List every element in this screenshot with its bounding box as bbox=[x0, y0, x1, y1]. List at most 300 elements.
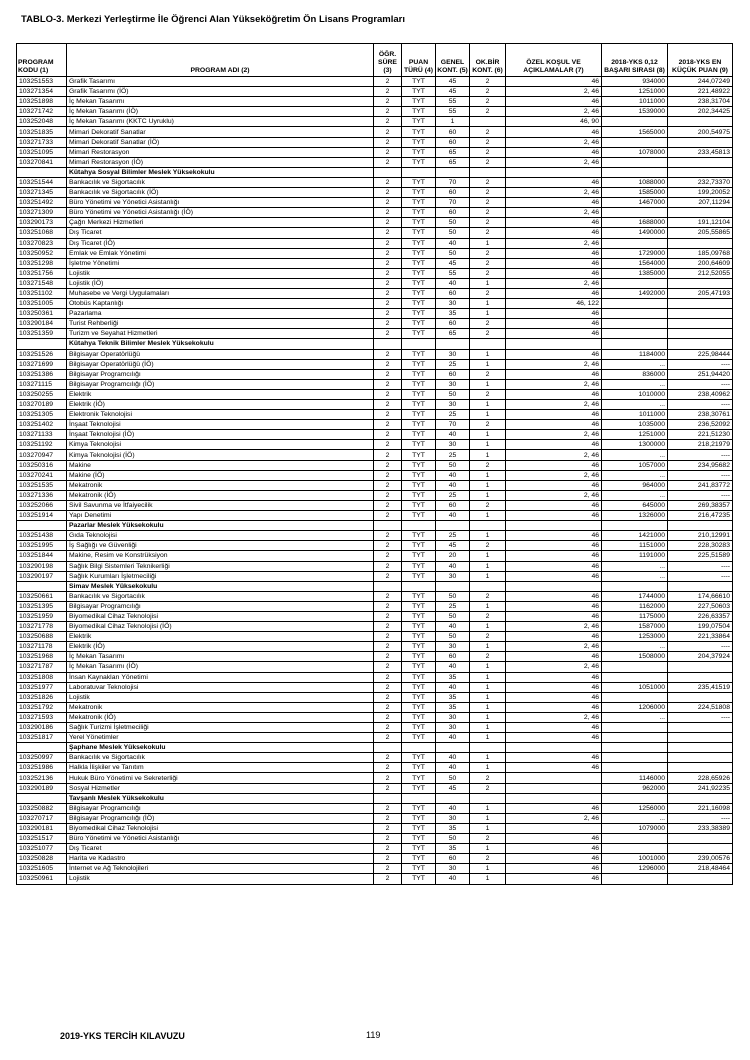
cell-program-code: 103271778 bbox=[17, 622, 67, 632]
cell-duration: 2 bbox=[374, 551, 402, 561]
cell-general-quota: 25 bbox=[436, 531, 470, 541]
cell-min-score: ---- bbox=[668, 561, 733, 571]
section-empty-cell bbox=[470, 793, 506, 803]
section-empty-cell bbox=[506, 167, 602, 177]
cell-success-rank: 1492000 bbox=[602, 288, 668, 298]
cell-top-student-quota: 1 bbox=[470, 723, 506, 733]
cell-program-code: 103251792 bbox=[17, 702, 67, 712]
cell-min-score: ---- bbox=[668, 712, 733, 722]
section-title: Simav Meslek Yüksekokulu bbox=[67, 581, 374, 591]
cell-top-student-quota: 2 bbox=[470, 329, 506, 339]
cell-top-student-quota: 2 bbox=[470, 127, 506, 137]
cell-general-quota: 30 bbox=[436, 712, 470, 722]
cell-program-code: 103250997 bbox=[17, 753, 67, 763]
section-empty-cell bbox=[602, 743, 668, 753]
cell-special-conditions: 46 bbox=[506, 834, 602, 844]
cell-special-conditions: 46 bbox=[506, 147, 602, 157]
cell-program-code: 103290173 bbox=[17, 218, 67, 228]
cell-min-score bbox=[668, 137, 733, 147]
cell-program-code: 103251359 bbox=[17, 329, 67, 339]
cell-top-student-quota: 1 bbox=[470, 662, 506, 672]
cell-score-type: TYT bbox=[402, 460, 436, 470]
cell-top-student-quota: 2 bbox=[470, 541, 506, 551]
section-empty-cell bbox=[470, 167, 506, 177]
cell-top-student-quota: 2 bbox=[470, 288, 506, 298]
cell-top-student-quota: 2 bbox=[470, 218, 506, 228]
section-empty-cell bbox=[17, 167, 67, 177]
cell-special-conditions: 2, 46 bbox=[506, 450, 602, 460]
cell-success-rank bbox=[602, 117, 668, 127]
section-empty-cell bbox=[374, 743, 402, 753]
cell-score-type: TYT bbox=[402, 652, 436, 662]
cell-duration: 2 bbox=[374, 359, 402, 369]
cell-special-conditions bbox=[506, 773, 602, 783]
cell-min-score: ---- bbox=[668, 400, 733, 410]
section-empty-cell bbox=[17, 339, 67, 349]
table-row bbox=[17, 248, 733, 258]
cell-duration: 2 bbox=[374, 531, 402, 541]
cell-duration: 2 bbox=[374, 632, 402, 642]
cell-program-code: 103290184 bbox=[17, 319, 67, 329]
cell-score-type: TYT bbox=[402, 379, 436, 389]
cell-score-type: TYT bbox=[402, 349, 436, 359]
cell-program-name: Sosyal Hizmetler bbox=[67, 783, 374, 793]
cell-general-quota: 35 bbox=[436, 823, 470, 833]
table-row bbox=[17, 561, 733, 571]
cell-program-name: Bilgisayar Programcılığı bbox=[67, 601, 374, 611]
cell-duration: 2 bbox=[374, 400, 402, 410]
header-program-code: PROGRAM KODU (1) bbox=[17, 44, 67, 77]
cell-program-name: Bilgisayar Operatörlüğü (İÖ) bbox=[67, 359, 374, 369]
cell-success-rank: 1251000 bbox=[602, 430, 668, 440]
cell-min-score: 241,83772 bbox=[668, 480, 733, 490]
cell-program-code: 103251995 bbox=[17, 541, 67, 551]
cell-success-rank: 962000 bbox=[602, 783, 668, 793]
table-row bbox=[17, 490, 733, 500]
section-empty-cell bbox=[602, 521, 668, 531]
cell-duration: 2 bbox=[374, 864, 402, 874]
cell-success-rank: 1010000 bbox=[602, 389, 668, 399]
cell-program-code: 103271309 bbox=[17, 208, 67, 218]
cell-top-student-quota: 1 bbox=[470, 410, 506, 420]
cell-special-conditions: 46 bbox=[506, 228, 602, 238]
cell-min-score: 238,31704 bbox=[668, 97, 733, 107]
cell-special-conditions: 46 bbox=[506, 248, 602, 258]
cell-min-score: 235,41519 bbox=[668, 682, 733, 692]
cell-program-code: 103290186 bbox=[17, 723, 67, 733]
cell-min-score: 204,37924 bbox=[668, 652, 733, 662]
cell-min-score: 232,73370 bbox=[668, 177, 733, 187]
cell-program-name: Yapı Denetimi bbox=[67, 511, 374, 521]
cell-score-type: TYT bbox=[402, 278, 436, 288]
header-success-rank: 2018-YKS 0,12 BAŞARI SIRASI (8) bbox=[602, 44, 668, 77]
cell-top-student-quota: 1 bbox=[470, 823, 506, 833]
cell-top-student-quota: 1 bbox=[470, 803, 506, 813]
cell-special-conditions: 46 bbox=[506, 319, 602, 329]
cell-top-student-quota: 1 bbox=[470, 440, 506, 450]
cell-min-score: 212,52055 bbox=[668, 268, 733, 278]
cell-top-student-quota: 1 bbox=[470, 763, 506, 773]
cell-duration: 2 bbox=[374, 188, 402, 198]
cell-program-name: Bankacılık ve Sigortacılık (İÖ) bbox=[67, 188, 374, 198]
cell-program-name: Bilgisayar Programcılığı bbox=[67, 369, 374, 379]
section-title: Pazarlar Meslek Yüksekokulu bbox=[67, 521, 374, 531]
cell-program-name: Grafik Tasarımı bbox=[67, 77, 374, 87]
cell-special-conditions: 46 bbox=[506, 571, 602, 581]
table-row bbox=[17, 228, 733, 238]
cell-program-code: 103252066 bbox=[17, 500, 67, 510]
cell-program-name: Mekatronik bbox=[67, 480, 374, 490]
table-row bbox=[17, 591, 733, 601]
cell-success-rank: ... bbox=[602, 359, 668, 369]
header-min-score: 2018-YKS EN KÜÇÜK PUAN (9) bbox=[668, 44, 733, 77]
cell-top-student-quota: 2 bbox=[470, 177, 506, 187]
cell-top-student-quota: 1 bbox=[470, 278, 506, 288]
cell-duration: 2 bbox=[374, 369, 402, 379]
cell-success-rank bbox=[602, 834, 668, 844]
section-empty-cell bbox=[668, 521, 733, 531]
cell-score-type: TYT bbox=[402, 359, 436, 369]
cell-success-rank bbox=[602, 157, 668, 167]
cell-success-rank: 1206000 bbox=[602, 702, 668, 712]
cell-program-name: Turizm ve Seyahat Hizmetleri bbox=[67, 329, 374, 339]
cell-success-rank: 1146000 bbox=[602, 773, 668, 783]
cell-program-name: Halkla İlişkiler ve Tanıtım bbox=[67, 763, 374, 773]
cell-special-conditions: 2, 46 bbox=[506, 470, 602, 480]
cell-min-score: 236,52092 bbox=[668, 420, 733, 430]
cell-general-quota: 60 bbox=[436, 288, 470, 298]
section-title: Tavşanlı Meslek Yüksekokulu bbox=[67, 793, 374, 803]
cell-general-quota: 30 bbox=[436, 349, 470, 359]
table-row bbox=[17, 97, 733, 107]
cell-success-rank: ... bbox=[602, 450, 668, 460]
cell-top-student-quota: 1 bbox=[470, 712, 506, 722]
cell-program-code: 103250661 bbox=[17, 591, 67, 601]
programs-table bbox=[16, 43, 733, 885]
cell-min-score bbox=[668, 753, 733, 763]
cell-score-type: TYT bbox=[402, 127, 436, 137]
section-title: Kütahya Sosyal Bilimler Meslek Yüksekokulu bbox=[67, 167, 374, 177]
cell-program-code: 103251544 bbox=[17, 177, 67, 187]
cell-top-student-quota: 1 bbox=[470, 470, 506, 480]
cell-top-student-quota: 2 bbox=[470, 147, 506, 157]
cell-duration: 2 bbox=[374, 208, 402, 218]
cell-duration: 2 bbox=[374, 288, 402, 298]
cell-min-score bbox=[668, 733, 733, 743]
cell-score-type: TYT bbox=[402, 864, 436, 874]
section-empty-cell bbox=[668, 793, 733, 803]
cell-program-code: 103251386 bbox=[17, 369, 67, 379]
table-row bbox=[17, 400, 733, 410]
cell-top-student-quota: 2 bbox=[470, 248, 506, 258]
cell-special-conditions: 46 bbox=[506, 531, 602, 541]
cell-score-type: TYT bbox=[402, 541, 436, 551]
cell-top-student-quota: 1 bbox=[470, 622, 506, 632]
cell-score-type: TYT bbox=[402, 874, 436, 884]
table-row bbox=[17, 702, 733, 712]
table-row bbox=[17, 511, 733, 521]
cell-program-name: Elektrik (İÖ) bbox=[67, 400, 374, 410]
cell-min-score: 218,48464 bbox=[668, 864, 733, 874]
cell-top-student-quota: 1 bbox=[470, 551, 506, 561]
table-row bbox=[17, 672, 733, 682]
cell-duration: 2 bbox=[374, 228, 402, 238]
cell-program-name: Dış Ticaret bbox=[67, 844, 374, 854]
cell-program-name: İç Mekan Tasarımı (İÖ) bbox=[67, 662, 374, 672]
cell-score-type: TYT bbox=[402, 834, 436, 844]
cell-program-name: Büro Yönetimi ve Yönetici Asistanlığı bbox=[67, 198, 374, 208]
cell-score-type: TYT bbox=[402, 753, 436, 763]
cell-program-code: 103251102 bbox=[17, 288, 67, 298]
cell-general-quota: 25 bbox=[436, 490, 470, 500]
cell-general-quota: 30 bbox=[436, 723, 470, 733]
cell-program-name: Büro Yönetimi ve Yönetici Asistanlığı (İÖ) bbox=[67, 208, 374, 218]
cell-program-code: 103251756 bbox=[17, 268, 67, 278]
cell-success-rank: 1162000 bbox=[602, 601, 668, 611]
cell-duration: 2 bbox=[374, 823, 402, 833]
cell-min-score: ---- bbox=[668, 571, 733, 581]
cell-min-score bbox=[668, 672, 733, 682]
cell-success-rank: 1079000 bbox=[602, 823, 668, 833]
cell-duration: 2 bbox=[374, 470, 402, 480]
cell-score-type: TYT bbox=[402, 712, 436, 722]
cell-score-type: TYT bbox=[402, 622, 436, 632]
section-empty-cell bbox=[436, 167, 470, 177]
section-empty-cell bbox=[402, 167, 436, 177]
cell-program-name: Bankacılık ve Sigortacılık bbox=[67, 177, 374, 187]
cell-score-type: TYT bbox=[402, 783, 436, 793]
cell-duration: 2 bbox=[374, 77, 402, 87]
section-empty-cell bbox=[602, 793, 668, 803]
cell-program-code: 103251535 bbox=[17, 480, 67, 490]
cell-top-student-quota: 2 bbox=[470, 87, 506, 97]
cell-special-conditions: 46 bbox=[506, 854, 602, 864]
cell-success-rank bbox=[602, 319, 668, 329]
cell-duration: 2 bbox=[374, 682, 402, 692]
cell-program-code: 103251898 bbox=[17, 97, 67, 107]
cell-top-student-quota: 2 bbox=[470, 97, 506, 107]
cell-program-name: Makine bbox=[67, 460, 374, 470]
cell-top-student-quota: 1 bbox=[470, 531, 506, 541]
cell-program-name: Mimari Restorasyon (İÖ) bbox=[67, 157, 374, 167]
section-empty-cell bbox=[17, 793, 67, 803]
section-empty-cell bbox=[17, 521, 67, 531]
cell-min-score: 244,07249 bbox=[668, 77, 733, 87]
page-title: TABLO-3. Merkezi Yerleştirme İle Öğrenci Alan Yükseköğretim Ön Lisans Programları bbox=[21, 14, 406, 25]
cell-score-type: TYT bbox=[402, 723, 436, 733]
cell-top-student-quota: 1 bbox=[470, 702, 506, 712]
cell-score-type: TYT bbox=[402, 430, 436, 440]
cell-special-conditions: 2, 46 bbox=[506, 107, 602, 117]
cell-success-rank: 1151000 bbox=[602, 541, 668, 551]
cell-program-name: İşletme Yönetimi bbox=[67, 258, 374, 268]
cell-special-conditions: 46 bbox=[506, 127, 602, 137]
cell-top-student-quota: 1 bbox=[470, 844, 506, 854]
cell-min-score bbox=[668, 662, 733, 672]
cell-score-type: TYT bbox=[402, 420, 436, 430]
cell-duration: 2 bbox=[374, 541, 402, 551]
cell-success-rank: 1508000 bbox=[602, 652, 668, 662]
cell-score-type: TYT bbox=[402, 157, 436, 167]
cell-duration: 2 bbox=[374, 490, 402, 500]
cell-success-rank: 1078000 bbox=[602, 147, 668, 157]
cell-general-quota: 55 bbox=[436, 97, 470, 107]
section-empty-cell bbox=[17, 743, 67, 753]
cell-score-type: TYT bbox=[402, 611, 436, 621]
cell-program-code: 103251438 bbox=[17, 531, 67, 541]
cell-program-name: Bilgisayar Programcılığı bbox=[67, 803, 374, 813]
cell-program-name: Gıda Teknolojisi bbox=[67, 531, 374, 541]
cell-general-quota: 70 bbox=[436, 420, 470, 430]
cell-duration: 2 bbox=[374, 844, 402, 854]
cell-program-code: 103270947 bbox=[17, 450, 67, 460]
table-row bbox=[17, 854, 733, 864]
cell-success-rank: 1565000 bbox=[602, 127, 668, 137]
cell-min-score: 238,30761 bbox=[668, 410, 733, 420]
cell-min-score: 199,20052 bbox=[668, 188, 733, 198]
cell-program-code: 103270241 bbox=[17, 470, 67, 480]
cell-duration: 2 bbox=[374, 420, 402, 430]
cell-program-name: İç Mekan Tasarımı (İÖ) bbox=[67, 107, 374, 117]
cell-success-rank: ... bbox=[602, 561, 668, 571]
cell-success-rank: 1251000 bbox=[602, 87, 668, 97]
cell-special-conditions: 2, 46 bbox=[506, 238, 602, 248]
cell-duration: 2 bbox=[374, 692, 402, 702]
cell-special-conditions: 46, 90 bbox=[506, 117, 602, 127]
cell-general-quota: 65 bbox=[436, 147, 470, 157]
section-empty-cell bbox=[506, 743, 602, 753]
cell-top-student-quota: 1 bbox=[470, 601, 506, 611]
cell-special-conditions bbox=[506, 823, 602, 833]
cell-top-student-quota: 2 bbox=[470, 632, 506, 642]
cell-min-score: 216,47235 bbox=[668, 511, 733, 521]
cell-duration: 2 bbox=[374, 511, 402, 521]
cell-special-conditions: 2, 46 bbox=[506, 622, 602, 632]
cell-min-score bbox=[668, 238, 733, 248]
cell-general-quota: 35 bbox=[436, 672, 470, 682]
cell-top-student-quota: 1 bbox=[470, 642, 506, 652]
cell-program-name: Elektrik bbox=[67, 389, 374, 399]
cell-duration: 2 bbox=[374, 268, 402, 278]
cell-success-rank: 1300000 bbox=[602, 440, 668, 450]
cell-special-conditions: 46 bbox=[506, 218, 602, 228]
cell-success-rank: 1539000 bbox=[602, 107, 668, 117]
cell-min-score: 239,00576 bbox=[668, 854, 733, 864]
section-empty-cell bbox=[436, 743, 470, 753]
section-header-row bbox=[17, 793, 733, 803]
cell-special-conditions: 2, 46 bbox=[506, 359, 602, 369]
cell-special-conditions: 2, 46 bbox=[506, 208, 602, 218]
cell-score-type: TYT bbox=[402, 692, 436, 702]
cell-duration: 2 bbox=[374, 248, 402, 258]
cell-duration: 2 bbox=[374, 450, 402, 460]
cell-duration: 2 bbox=[374, 611, 402, 621]
section-empty-cell bbox=[506, 793, 602, 803]
cell-score-type: TYT bbox=[402, 470, 436, 480]
table-row bbox=[17, 864, 733, 874]
section-title: Şaphane Meslek Yüksekokulu bbox=[67, 743, 374, 753]
cell-min-score: 205,47193 bbox=[668, 288, 733, 298]
cell-success-rank: ... bbox=[602, 379, 668, 389]
cell-score-type: TYT bbox=[402, 258, 436, 268]
cell-top-student-quota: 1 bbox=[470, 379, 506, 389]
cell-success-rank bbox=[602, 278, 668, 288]
cell-program-name: Bilgisayar Programcılığı (İÖ) bbox=[67, 379, 374, 389]
cell-score-type: TYT bbox=[402, 309, 436, 319]
cell-min-score: ---- bbox=[668, 450, 733, 460]
cell-top-student-quota: 2 bbox=[470, 107, 506, 117]
section-empty-cell bbox=[470, 743, 506, 753]
cell-success-rank: ... bbox=[602, 490, 668, 500]
cell-program-code: 103290181 bbox=[17, 823, 67, 833]
cell-special-conditions: 2, 46 bbox=[506, 137, 602, 147]
cell-duration: 2 bbox=[374, 622, 402, 632]
cell-score-type: TYT bbox=[402, 490, 436, 500]
cell-top-student-quota bbox=[470, 117, 506, 127]
cell-special-conditions: 46 bbox=[506, 874, 602, 884]
table-header-row bbox=[17, 44, 733, 77]
cell-success-rank: ... bbox=[602, 813, 668, 823]
cell-top-student-quota: 1 bbox=[470, 571, 506, 581]
table-row bbox=[17, 147, 733, 157]
cell-min-score bbox=[668, 319, 733, 329]
cell-program-name: Otobüs Kaptanlığı bbox=[67, 299, 374, 309]
cell-min-score bbox=[668, 834, 733, 844]
cell-success-rank bbox=[602, 672, 668, 682]
cell-success-rank: 1175000 bbox=[602, 611, 668, 621]
cell-program-code: 103252136 bbox=[17, 773, 67, 783]
cell-program-code: 103271345 bbox=[17, 188, 67, 198]
cell-min-score: 218,21979 bbox=[668, 440, 733, 450]
table-row bbox=[17, 349, 733, 359]
cell-general-quota: 40 bbox=[436, 733, 470, 743]
cell-special-conditions: 46 bbox=[506, 329, 602, 339]
cell-program-name: Harita ve Kadastro bbox=[67, 854, 374, 864]
cell-score-type: TYT bbox=[402, 288, 436, 298]
table-row bbox=[17, 632, 733, 642]
cell-min-score: 225,98444 bbox=[668, 349, 733, 359]
cell-general-quota: 35 bbox=[436, 309, 470, 319]
cell-top-student-quota: 2 bbox=[470, 773, 506, 783]
cell-general-quota: 30 bbox=[436, 440, 470, 450]
cell-score-type: TYT bbox=[402, 662, 436, 672]
cell-min-score: 228,65926 bbox=[668, 773, 733, 783]
cell-general-quota: 50 bbox=[436, 228, 470, 238]
table-row bbox=[17, 692, 733, 702]
cell-program-name: Bilgisayar Operatörlüğü bbox=[67, 349, 374, 359]
table-row bbox=[17, 299, 733, 309]
cell-special-conditions: 46 bbox=[506, 692, 602, 702]
table-row bbox=[17, 440, 733, 450]
cell-program-name: Makine, Resim ve Konstrüksiyon bbox=[67, 551, 374, 561]
cell-program-name: İnşaat Teknolojisi (İÖ) bbox=[67, 430, 374, 440]
cell-program-name: Bankacılık ve Sigortacılık bbox=[67, 753, 374, 763]
cell-score-type: TYT bbox=[402, 682, 436, 692]
cell-success-rank: ... bbox=[602, 642, 668, 652]
cell-special-conditions: 46 bbox=[506, 763, 602, 773]
cell-duration: 2 bbox=[374, 177, 402, 187]
cell-program-name: Mekatronik (İÖ) bbox=[67, 712, 374, 722]
cell-program-name: Bankacılık ve Sigortacılık bbox=[67, 591, 374, 601]
cell-success-rank bbox=[602, 753, 668, 763]
cell-program-code: 103271548 bbox=[17, 278, 67, 288]
section-empty-cell bbox=[374, 793, 402, 803]
cell-min-score bbox=[668, 692, 733, 702]
cell-min-score: 269,38357 bbox=[668, 500, 733, 510]
table-row bbox=[17, 773, 733, 783]
cell-special-conditions: 46, 122 bbox=[506, 299, 602, 309]
cell-score-type: TYT bbox=[402, 400, 436, 410]
